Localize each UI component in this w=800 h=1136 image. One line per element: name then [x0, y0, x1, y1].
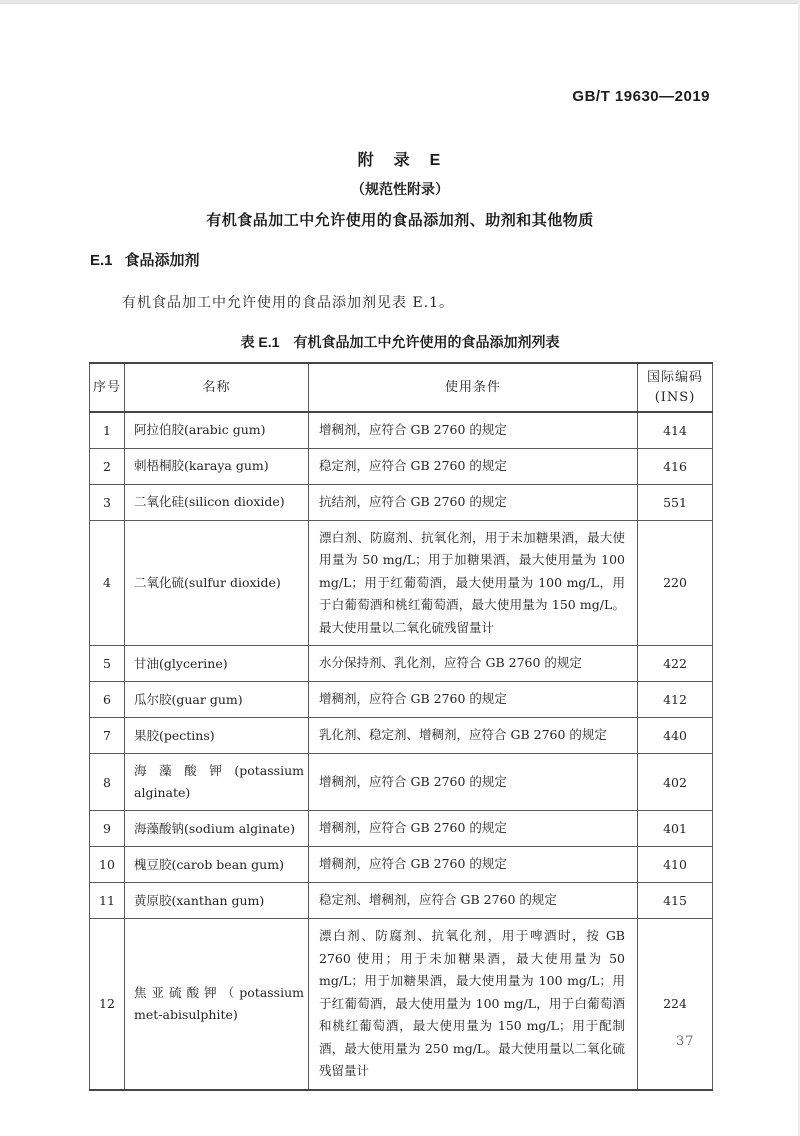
section-heading: [90, 249, 200, 270]
appendix-subtitle: （规范性附录）: [351, 181, 449, 197]
additive-name: 甘油(glycerine): [125, 646, 309, 682]
additive-name: 槐豆胶(carob bean gum): [125, 847, 309, 883]
usage-condition: 增稠剂，应符合 GB 2760 的规定: [309, 754, 638, 811]
table-row: [90, 646, 713, 682]
additive-name: 刺梧桐胶(karaya gum): [125, 448, 309, 484]
usage-condition: 增稠剂，应符合 GB 2760 的规定: [309, 811, 638, 847]
section-title: 食品添加剂: [124, 252, 200, 269]
row-number: 11: [90, 883, 125, 919]
usage-condition: 增稠剂，应符合 GB 2760 的规定: [309, 847, 638, 883]
table-row: [90, 754, 713, 811]
ins-code: 412: [638, 682, 713, 718]
usage-condition: 水分保持剂、乳化剂，应符合 GB 2760 的规定: [309, 646, 638, 682]
row-number: 4: [90, 520, 125, 646]
table-caption: [0, 332, 800, 352]
header-condition: 使用条件: [309, 363, 638, 412]
usage-condition: 增稠剂，应符合 GB 2760 的规定: [309, 682, 638, 718]
table-row: [90, 520, 713, 646]
header-no: 序号: [90, 363, 125, 412]
additives-table: [89, 362, 713, 1091]
row-number: 9: [90, 811, 125, 847]
row-number: 12: [90, 919, 125, 1090]
usage-condition: 稳定剂，应符合 GB 2760 的规定: [309, 448, 638, 484]
row-number: 8: [90, 754, 125, 811]
table-row: [90, 412, 713, 448]
row-number: 2: [90, 448, 125, 484]
ins-code: 224: [638, 919, 713, 1090]
page-number: 37: [676, 1034, 695, 1049]
table-row: [90, 847, 713, 883]
table-row: [90, 718, 713, 754]
scan-edge-top: [0, 0, 800, 4]
row-number: 5: [90, 646, 125, 682]
appendix-title: 附 录 E: [357, 152, 443, 169]
table-row: [90, 448, 713, 484]
table-row: [90, 919, 713, 1090]
additive-name: 黄原胶(xanthan gum): [125, 883, 309, 919]
section-number: E.1: [90, 252, 113, 269]
additive-name: 果胶(pectins): [125, 718, 309, 754]
usage-condition: 漂白剂、防腐剂、抗氧化剂，用于未加糖果酒，最大使用量为 50 mg/L；用于加糖果酒，最大使用量为 100 mg/L；用于红葡萄酒，最大使用量为 100 mg/L，用于白葡萄酒和桃红葡萄酒，最大使用量为 150 mg/L。最大使用量以二氧化硫残留量计: [309, 520, 638, 646]
ins-code: 414: [638, 412, 713, 448]
row-number: 3: [90, 484, 125, 520]
additive-name: 二氧化硫(sulfur dioxide): [125, 520, 309, 646]
ins-code: 220: [638, 520, 713, 646]
table-row: [90, 811, 713, 847]
ins-code: 410: [638, 847, 713, 883]
ins-code: 416: [638, 448, 713, 484]
row-number: 10: [90, 847, 125, 883]
table-row: [90, 682, 713, 718]
intro-paragraph: 有机食品加工中允许使用的食品添加剂见表 E.1。: [122, 295, 455, 311]
usage-condition: 稳定剂、增稠剂，应符合 GB 2760 的规定: [309, 883, 638, 919]
header-ins-line1: 国际编码: [646, 369, 703, 385]
additive-name: 阿拉伯胶(arabic gum): [125, 412, 309, 448]
additive-name: 焦亚硫酸钾（potassium met-abisulphite): [125, 919, 309, 1090]
ins-code: 422: [638, 646, 713, 682]
ins-code: 401: [638, 811, 713, 847]
header-name: 名称: [125, 363, 309, 412]
header-ins-line2: (INS): [654, 389, 696, 405]
usage-condition: 乳化剂、稳定剂、增稠剂，应符合 GB 2760 的规定: [309, 718, 638, 754]
row-number: 1: [90, 412, 125, 448]
table-header-row: [90, 363, 713, 412]
table-row: [90, 883, 713, 919]
ins-code: 415: [638, 883, 713, 919]
additive-name: 海藻酸钾(potassium alginate): [125, 754, 309, 811]
row-number: 7: [90, 718, 125, 754]
ins-code: 440: [638, 718, 713, 754]
additive-name: 海藻酸钠(sodium alginate): [125, 811, 309, 847]
appendix-heading: 有机食品加工中允许使用的食品添加剂、助剂和其他物质: [206, 212, 594, 229]
usage-condition: 抗结剂，应符合 GB 2760 的规定: [309, 484, 638, 520]
usage-condition: 增稠剂，应符合 GB 2760 的规定: [309, 412, 638, 448]
table-row: [90, 484, 713, 520]
additive-name: 二氧化硅(silicon dioxide): [125, 484, 309, 520]
ins-code: 551: [638, 484, 713, 520]
document-code: GB/T 19630—2019: [572, 88, 710, 105]
header-ins: [638, 363, 713, 412]
appendix-title-block: [0, 147, 800, 230]
usage-condition: 漂白剂、防腐剂、抗氧化剂，用于啤酒时，按 GB 2760 使用；用于未加糖果酒，最大使用量为 50 mg/L；用于加糖果酒，最大使用量为 100 mg/L；用于红葡萄酒，最大使用量为 100 mg/L，用于白葡萄酒和桃红葡萄酒，最大使用量为 150 mg/L；用于配制酒，最大使用量为 250 mg/L。最大使用量以二氧化硫残留量计: [309, 919, 638, 1090]
table-caption-title: 有机食品加工中允许使用的食品添加剂列表: [293, 334, 560, 350]
additive-name: 瓜尔胶(guar gum): [125, 682, 309, 718]
row-number: 6: [90, 682, 125, 718]
ins-code: 402: [638, 754, 713, 811]
table-caption-label: 表 E.1: [240, 334, 280, 350]
